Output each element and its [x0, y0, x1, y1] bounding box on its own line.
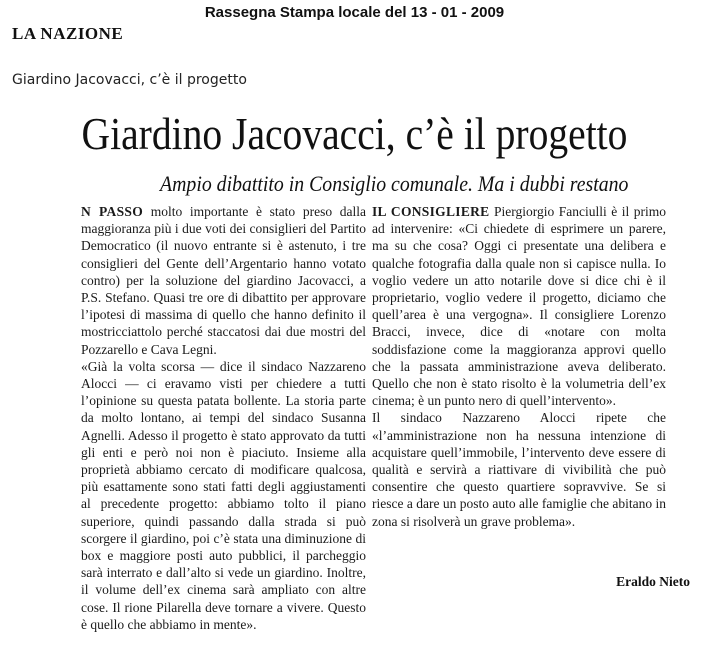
paragraph-text: Piergiorgio Fanciulli è il primo ad intervenire: «Ci chiedete di esprimere un parere, ma su che cosa? Oggi ci presentate una delibera e qualche fotografia dalla quale non si capisce nulla. Io voglio vedere un atto notarile dove si dice chi è il proprietario, voglio vedere il progetto, diciamo che quell’area è una vergogna». Il consigliere Lorenzo Bracci, invece, dice di «notare con molta soddisfazione come la maggioranza approvi quello che la passata amministrazione aveva deliberato. Quello che non è stato risolto è la volumetria dell’ex cinema; è un punto nero di quell’intervento».: [372, 204, 666, 409]
paragraph: «Già la volta scorsa — dice il sindaco Nazzareno Alocci — ci eravamo visti per chiedere a tutti l’opinione su questa patata bollente. La storia parte da molto lontano, ai tempi del sindaco Susanna Agnelli. Adesso il progetto è stato approvato da tutti gli enti e però noi non è piaciuto. Insieme alla proprietà abbiamo cercato di modificare qualcosa, più esattamente sono stati fatti degli aggiustamenti al precedente progetto: abbiamo tolto il piano superiore, quindi passando dalla strada si può scorgere il giardino, poi c’è stata una diminuzione di box e maggiore posti auto pubblici, il parcheggio sarà interrato e dall’alto si vede un giardino. Inoltre, il volume dell’ex cinema sarà ampliato con altre cose. Il rione Pilarella deve tornare a vivere. Questo è quello che abbiamo in mente».: [81, 358, 366, 632]
lead-in: N PASSO: [81, 204, 144, 219]
paragraph: Il sindaco Nazzareno Alocci ripete che «l’amministrazione non ha nessuna intenzione di acquistare quell’immobile, l’intervento deve essere di qualità e servirà a riattivare di vivibilità che può consentire che questo quartiere sopravvive. Se si riesce a dare un posto auto alle famiglie che abitano in zona si risolverà un grave problema».: [372, 410, 666, 529]
article-subhead: Ampio dibattito in Consiglio comunale. Ma i dubbi restano: [160, 171, 629, 196]
article-headline: Giardino Jacovacci, c’è il progetto: [81, 108, 628, 159]
article-subject: Giardino Jacovacci, c’è il progetto: [12, 72, 247, 88]
paragraph: [81, 203, 366, 358]
newspaper-name: LA NAZIONE: [12, 24, 124, 43]
article-column-left: [81, 203, 366, 633]
article-column-right: [372, 203, 666, 530]
press-review-header: Rassegna Stampa locale del 13 - 01 - 2009: [204, 4, 505, 21]
byline: Eraldo Nieto: [616, 574, 690, 589]
lead-in: IL CONSIGLIERE: [372, 204, 490, 219]
paragraph: [372, 203, 666, 409]
paragraph-text: molto importante è stato preso dalla maggioranza più i due voti dei consiglieri del Partito Democratico (il nuovo entrante si è astenuto, i tre consiglieri del Gente dell’Argentario hanno votato contro) per la soluzione del giardino Jacovacci, a P.S. Stefano. Quasi tre ore di dibattito per approvare l’ipotesi di massima di quello che hanno definito il mostricciattolo perché staccatosi dai due mostri del Pozzarello e Cava Legni.: [81, 204, 366, 357]
